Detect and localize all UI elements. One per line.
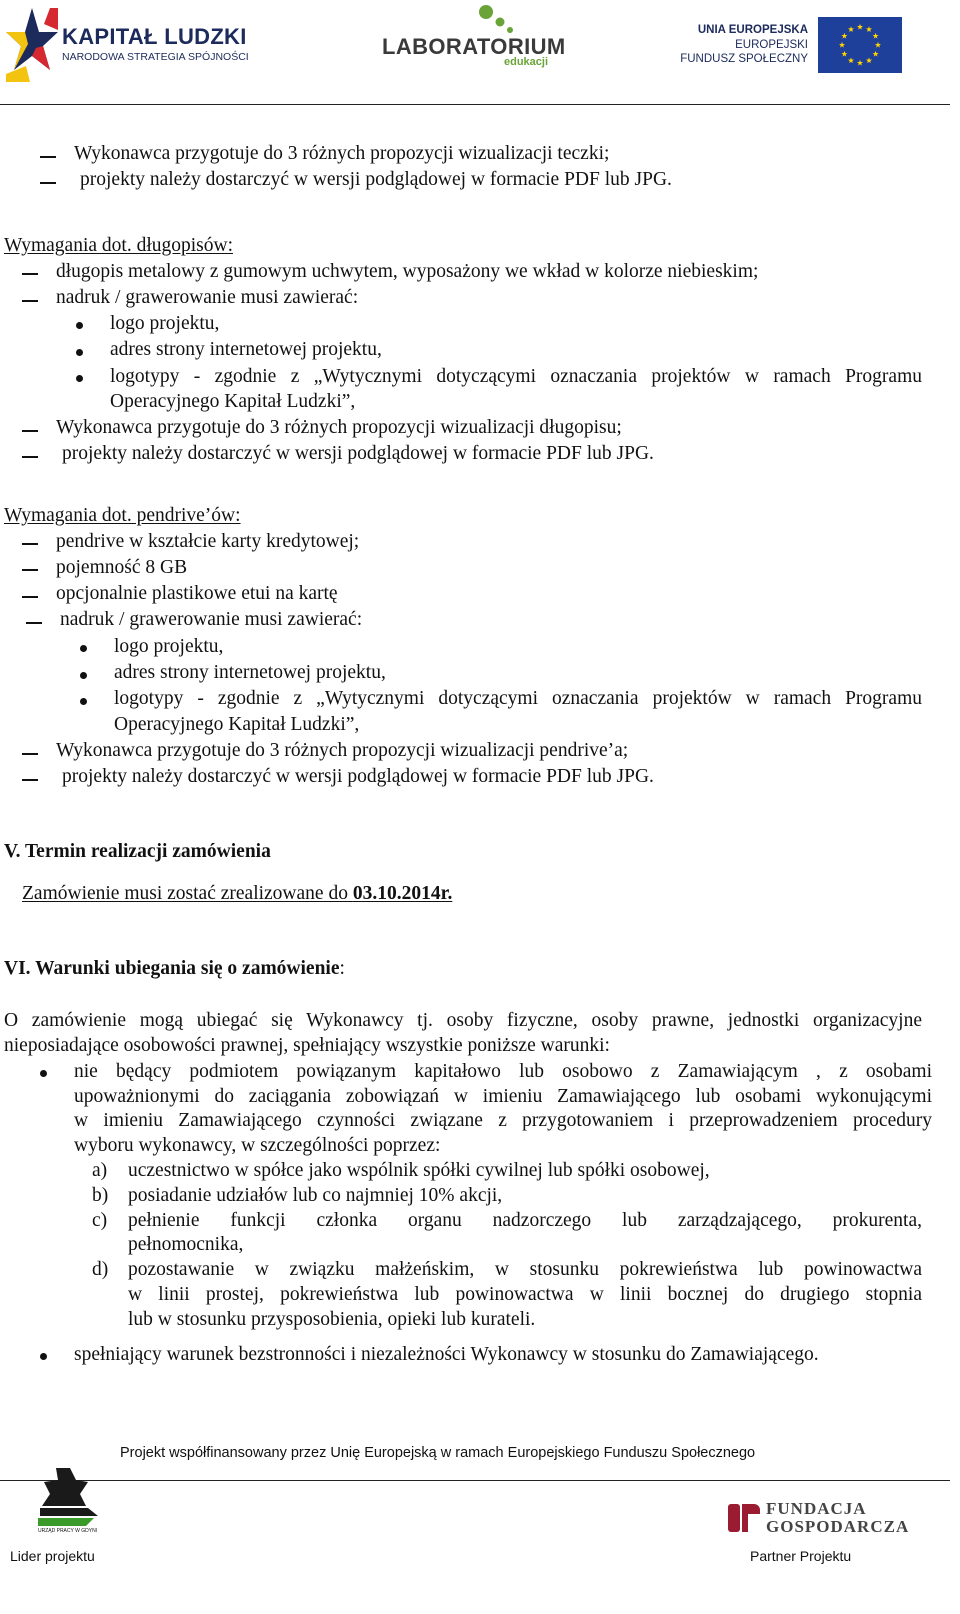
bullet [80, 645, 87, 652]
intro-line: nieposiadające osobowości prawnej, spełniający wszystkie poniższe warunki: [4, 1035, 610, 1056]
leader-logo-caption: URZĄD PRACY W GDYNI [38, 1528, 98, 1534]
sub-list-item-continued: Operacyjnego Kapitał Ludzki”, [114, 714, 360, 735]
section-heading: V. Termin realizacji zamówienia [4, 841, 271, 862]
deadline-prefix: Zamówienie musi zostać zrealizowane do [22, 883, 353, 904]
deadline-text [22, 883, 452, 905]
partner-name-line-2: GOSPODARCZA [766, 1517, 910, 1536]
list-item: Wykonawca przygotuje do 3 różnych propozycji wizualizacji pendrive’a; [56, 740, 629, 761]
list-label: d) [92, 1259, 109, 1280]
list-dash [22, 300, 38, 302]
sub-condition: posiadanie udziałów lub co najmniej 10% akcji, [128, 1185, 503, 1206]
list-dash [40, 182, 56, 184]
eu-line-2: EUROPEJSKI [735, 39, 808, 51]
sub-condition-continued: w linii prostej, pokrewieństwa lub powinowactwa w linii bocznej do drugiego stopnia [128, 1284, 922, 1305]
eu-text-block [680, 22, 812, 72]
sub-list-item: logotypy - zgodnie z „Wytycznymi dotyczącymi oznaczania projektów w ramach Programu [110, 366, 922, 387]
section-heading: Wymagania dot. długopisów: [4, 235, 234, 256]
leader-logo-icon [36, 1466, 98, 1532]
sub-list-item: logotypy - zgodnie z „Wytycznymi dotyczącymi oznaczania projektów w ramach Programu [114, 688, 922, 709]
sub-list-item-continued: Operacyjnego Kapitał Ludzki”, [110, 391, 356, 412]
list-dash [22, 273, 38, 275]
list-item: projekty należy dostarczyć w wersji podglądowej w formacie PDF lub JPG. [80, 169, 672, 190]
kapital-ludzki-logo [6, 4, 249, 84]
list-item: projekty należy dostarczyć w wersji podglądowej w formacie PDF lub JPG. [62, 443, 654, 464]
sub-list-item: logo projektu, [114, 636, 224, 657]
list-item: Wykonawca przygotuje do 3 różnych propozycji wizualizacji długopisu; [56, 417, 622, 438]
list-dash [22, 569, 38, 571]
partner-name-line-1: FUNDACJA [766, 1499, 867, 1518]
list-dash [22, 753, 38, 755]
bullet [76, 349, 83, 356]
condition-line: nie będący podmiotem powiązanym kapitałowo lub osobowo z Zamawiającym , z osobami [74, 1061, 932, 1082]
list-dash [26, 622, 42, 624]
sub-condition: pełnienie funkcji członka organu nadzorczego lub zarządzającego, prokurenta, [128, 1210, 922, 1231]
bullet [76, 375, 83, 382]
list-dash [22, 543, 38, 545]
bullet [80, 698, 87, 705]
list-dash [22, 779, 38, 781]
cofinanced-note: Projekt współfinansowany przez Unię Europejską w ramach Europejskiego Funduszu Społecznego [120, 1445, 756, 1461]
header-divider [0, 104, 950, 105]
list-dash [22, 596, 38, 598]
section-heading [4, 958, 345, 980]
condition-line: spełniający warunek bezstronności i niezależności Wykonawcy w stosunku do Zamawiającego. [74, 1344, 819, 1365]
eu-line-3: FUNDUSZ SPOŁECZNY [680, 53, 808, 65]
list-label: a) [92, 1160, 108, 1181]
sub-condition: uczestnictwo w spółce jako wspólnik spółki cywilnej lub spółki osobowej, [128, 1160, 710, 1181]
sub-list-item: logo projektu, [110, 313, 220, 334]
intro-line: O zamówienie mogą ubiegać się Wykonawcy tj. osoby fizyczne, osoby prawne, jednostki organizacyjne [4, 1010, 922, 1031]
sub-condition-continued: pełnomocnika, [128, 1234, 244, 1255]
deadline-date: 03.10.2014r. [352, 883, 453, 904]
condition-line: upoważnionymi do zaciągania zobowiązań w imieniu Zamawiającego lub osobami wykonującymi [74, 1086, 932, 1107]
list-dash [22, 430, 38, 432]
eu-flag-icon [818, 17, 902, 73]
partner-label: Partner Projektu [750, 1548, 852, 1564]
section-heading-text: VI. Warunki ubiegania się o zamówienie [4, 958, 340, 979]
laboratorium-subtitle: edukacji [504, 56, 549, 68]
partner-logo-icon [726, 1500, 762, 1534]
list-item: nadruk / grawerowanie musi zawierać: [60, 609, 363, 630]
condition-line: wyboru wykonawcy, w szczególności poprzez: [74, 1135, 441, 1156]
sub-list-item: adres strony internetowej projektu, [110, 339, 382, 360]
sub-condition-continued: lub w stosunku przysposobienia, opieki lub kurateli. [128, 1309, 536, 1330]
eu-line-1: UNIA EUROPEJSKA [697, 24, 808, 36]
section-heading: Wymagania dot. pendrive’ów: [4, 505, 241, 526]
laboratorium-logo [380, 0, 566, 80]
list-item: długopis metalowy z gumowym uchwytem, wyposażony we wkład w kolorze niebieskim; [56, 261, 759, 282]
sub-list-item: adres strony internetowej projektu, [114, 662, 386, 683]
list-item: opcjonalnie plastikowe etui na kartę [56, 583, 338, 604]
kapital-ludzki-subtitle: NARODOWA STRATEGIA SPÓJNOŚCI [62, 51, 249, 63]
sub-condition: pozostawanie w związku małżeńskim, w stosunku pokrewieństwa lub powinowactwa [128, 1259, 922, 1280]
section-heading-colon: : [339, 958, 345, 979]
bullet [40, 1353, 47, 1360]
bullet [40, 1070, 47, 1077]
bullet [80, 672, 87, 679]
list-item: pojemność 8 GB [56, 557, 188, 578]
list-label: b) [92, 1185, 109, 1206]
leader-label: Lider projektu [10, 1548, 95, 1564]
list-dash [22, 456, 38, 458]
list-item: nadruk / grawerowanie musi zawierać: [56, 287, 359, 308]
footer-divider [0, 1480, 950, 1481]
condition-line: w imieniu Zamawiającego czynności związane z przygotowaniem i przeprowadzeniem procedury [74, 1110, 932, 1131]
laboratorium-title: LABORATORIUM [382, 34, 566, 59]
list-item: Wykonawca przygotuje do 3 różnych propozycji wizualizacji teczki; [74, 143, 610, 164]
kapital-ludzki-title: KAPITAŁ LUDZKI [62, 24, 247, 49]
list-item: pendrive w kształcie karty kredytowej; [56, 531, 360, 552]
list-dash [40, 156, 56, 158]
bullet [76, 322, 83, 329]
list-item: projekty należy dostarczyć w wersji podglądowej w formacie PDF lub JPG. [62, 766, 654, 787]
kapital-ludzki-star-icon [6, 4, 58, 82]
list-label: c) [92, 1210, 108, 1231]
